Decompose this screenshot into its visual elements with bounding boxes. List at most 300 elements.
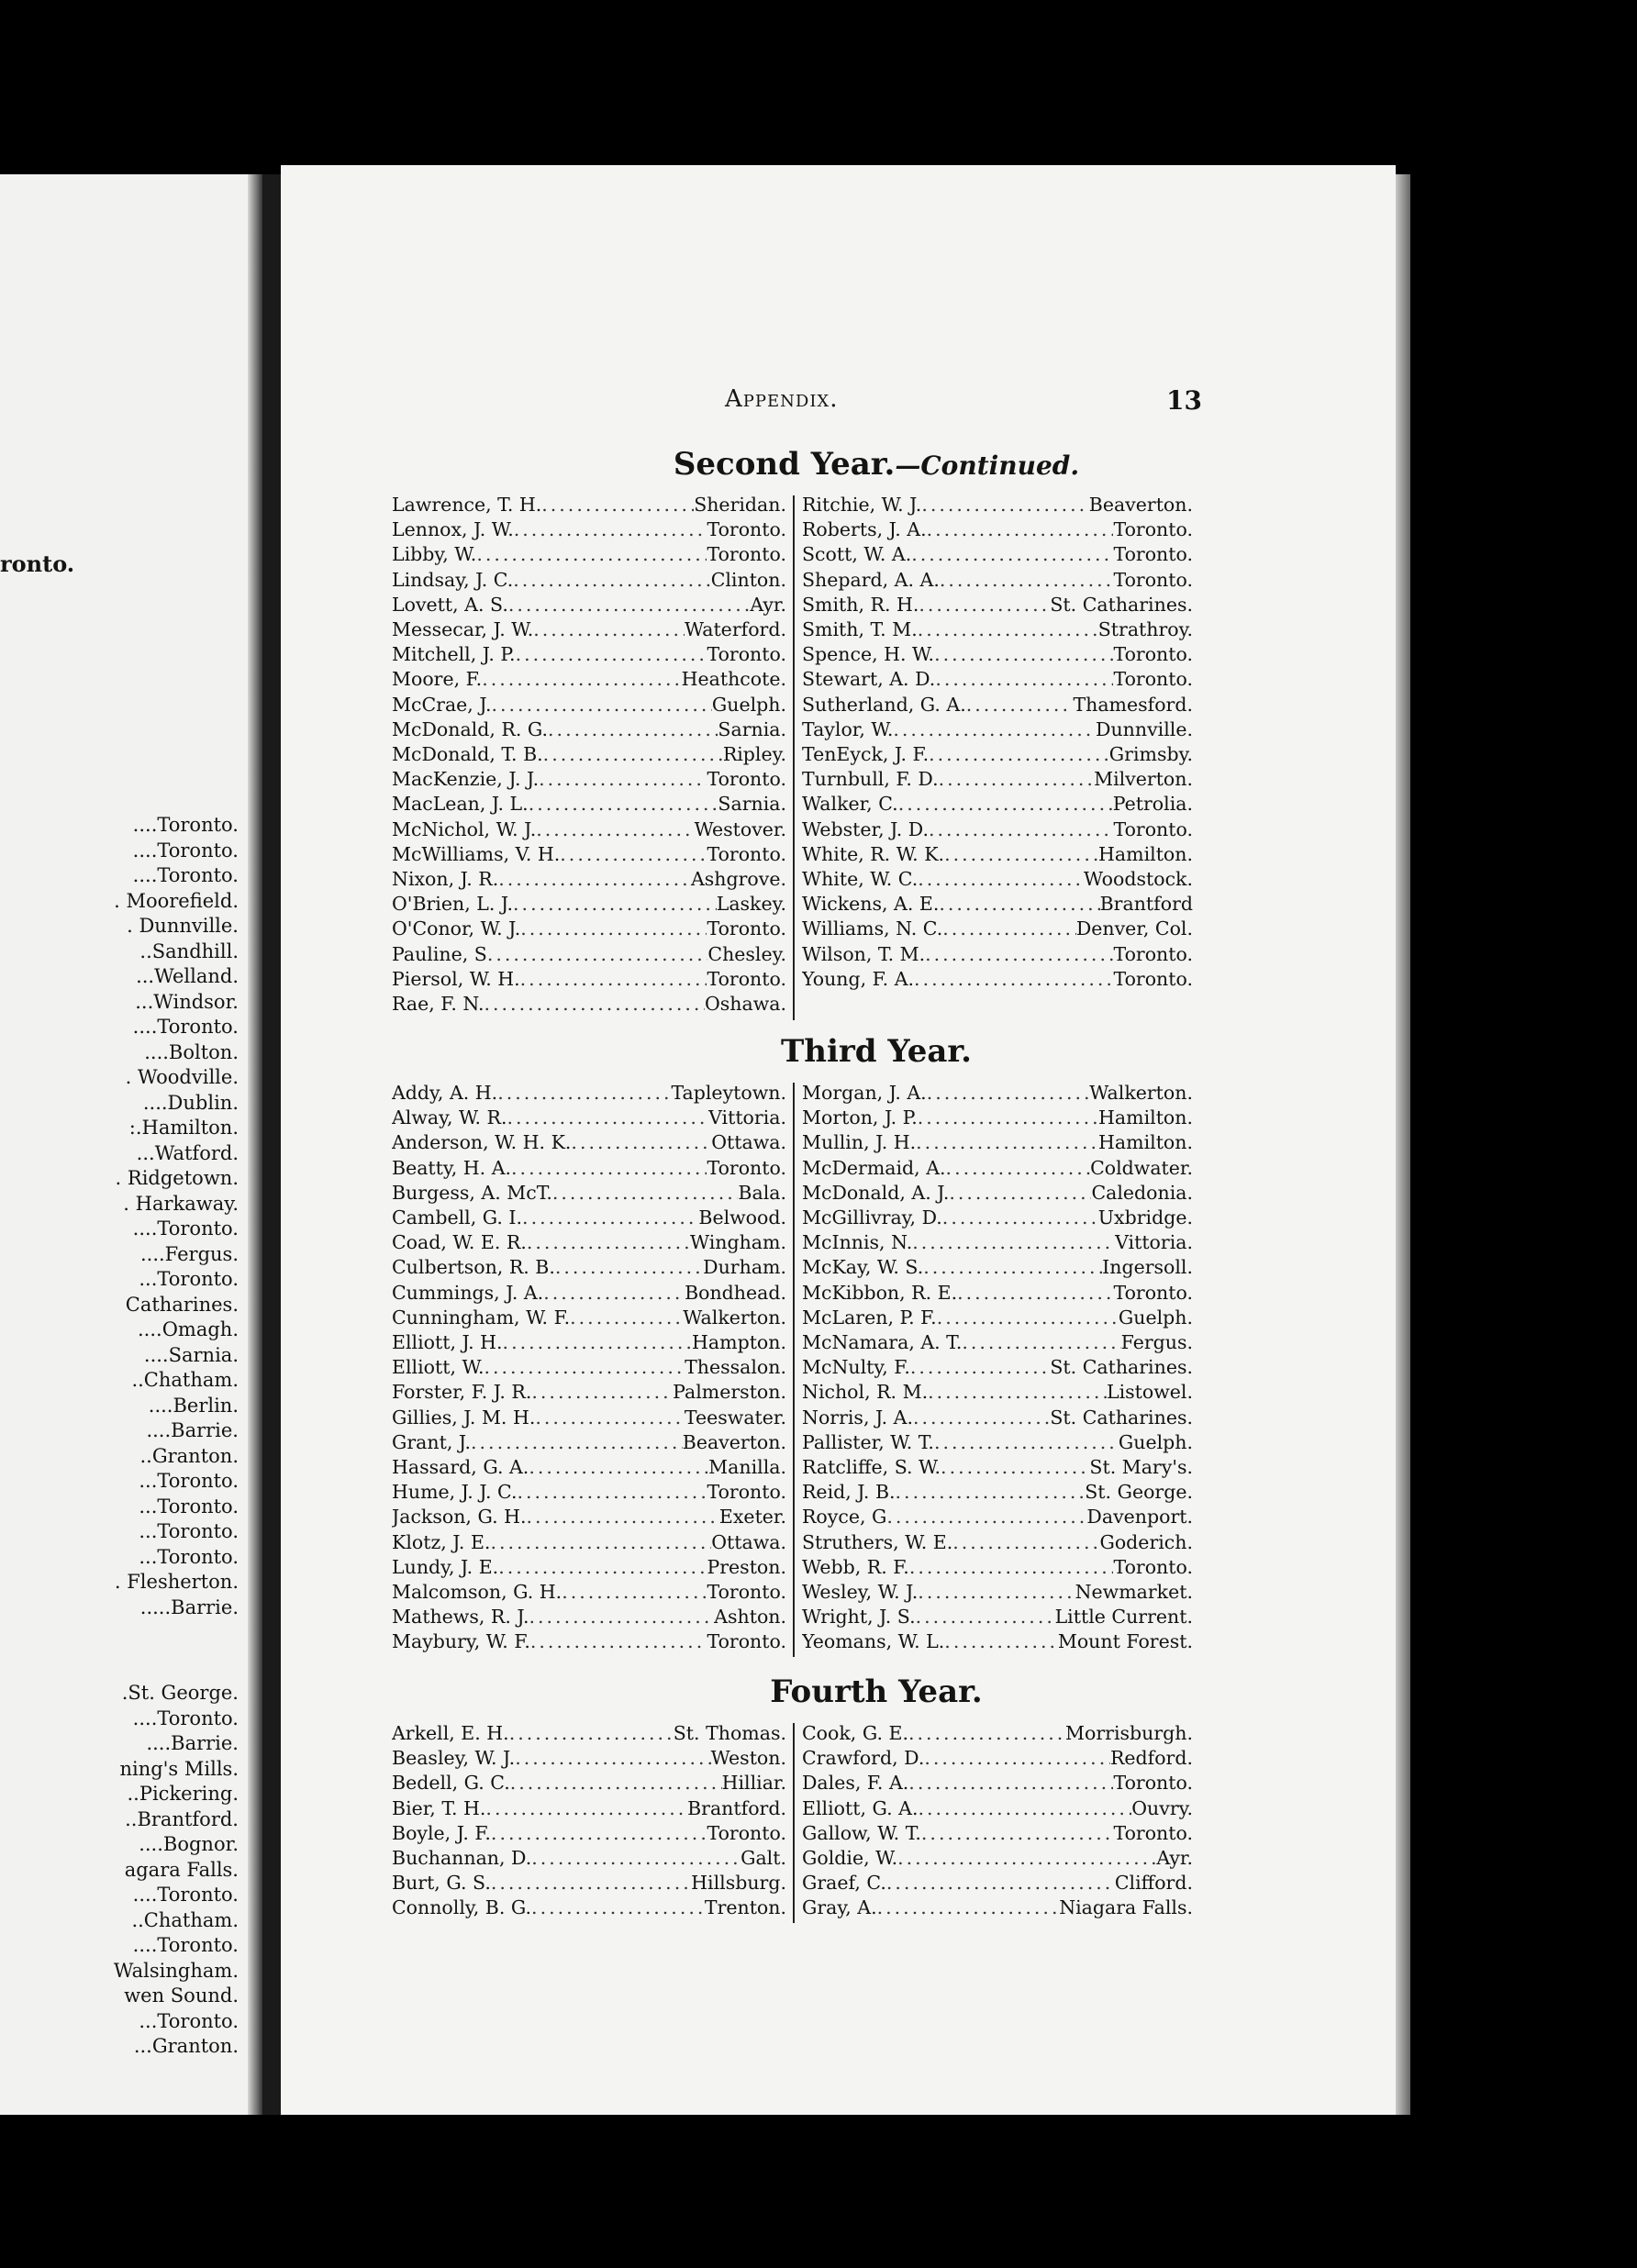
dot-leader [927, 1081, 1090, 1106]
entry-row [392, 1230, 786, 1255]
student-hometown: Toronto. [707, 1821, 786, 1844]
student-name: Jackson, G. H. [392, 1506, 527, 1529]
student-hometown: Guelph. [1118, 1430, 1193, 1453]
student-hometown: Uxbridge. [1097, 1206, 1193, 1229]
entry-row [392, 1430, 786, 1455]
dot-leader [562, 1580, 707, 1605]
student-hometown: Beaverton. [682, 1430, 786, 1453]
student-hometown: Toronto. [707, 1581, 786, 1604]
entry-row [802, 1555, 1193, 1580]
entry-row [392, 542, 786, 567]
student-name: Beatty, H. A. [392, 1156, 512, 1179]
dot-leader [513, 568, 710, 593]
dot-leader [934, 642, 1113, 667]
dot-leader [498, 1555, 707, 1580]
student-hometown: Ouvry. [1131, 1796, 1193, 1819]
student-name: Cambell, G. I. [392, 1206, 523, 1229]
dot-leader [929, 742, 1109, 767]
second-year-right-column [802, 493, 1193, 992]
student-hometown: Walkerton. [683, 1306, 786, 1329]
student-hometown: Toronto. [707, 643, 786, 666]
left-page-line: ....Toronto. [132, 1217, 239, 1240]
dot-leader [531, 1846, 741, 1871]
student-name: Culbertson, R. B. [392, 1256, 555, 1279]
left-page-line: . Ridgetown. [115, 1167, 239, 1189]
student-name: Hassard, G. A. [392, 1456, 529, 1479]
dot-leader [571, 1130, 711, 1155]
student-hometown: Hamilton. [1098, 1131, 1193, 1154]
dot-leader [908, 1721, 1065, 1746]
student-name: Smith, T. M. [802, 618, 918, 641]
student-hometown: Hamilton. [1098, 842, 1193, 865]
student-name: White, R. W. K. [802, 842, 945, 865]
student-name: Forster, F. J. R. [392, 1381, 532, 1404]
entry-row [392, 867, 786, 892]
student-name: Scott, W. A. [802, 543, 912, 566]
dot-leader [484, 1355, 685, 1380]
student-name: Lundy, J. E. [392, 1555, 499, 1578]
student-hometown: Petrolia. [1112, 793, 1193, 816]
entry-row [802, 742, 1193, 767]
entry-row [802, 1746, 1193, 1771]
entry-row [802, 1130, 1193, 1155]
student-hometown: Toronto. [1113, 817, 1193, 840]
dot-leader [909, 1555, 1114, 1580]
entry-row [392, 842, 786, 867]
entry-row [392, 617, 786, 642]
student-hometown: Oshawa. [704, 993, 786, 1016]
dot-leader [529, 792, 718, 817]
dot-leader [507, 1106, 709, 1130]
student-name: Lovett, A. S. [392, 593, 508, 616]
student-hometown: Walkerton. [1089, 1082, 1193, 1104]
entry-row [392, 717, 786, 742]
dot-leader [929, 817, 1113, 842]
dot-leader [491, 1821, 707, 1846]
left-page-line: Catharines. [125, 1293, 239, 1316]
student-name: McInnis, N. [802, 1231, 913, 1254]
entry-row [392, 1871, 786, 1896]
student-hometown: Belwood. [698, 1206, 786, 1229]
student-name: O'Conor, W. J. [392, 917, 521, 940]
student-name: McDermaid, A. [802, 1156, 946, 1179]
student-hometown: Trenton. [704, 1896, 786, 1919]
left-page-line: wen Sound. [124, 1984, 239, 2007]
entry-row [802, 942, 1193, 967]
entry-row [802, 1355, 1193, 1380]
dot-leader [912, 1230, 1115, 1255]
entry-row [392, 1206, 786, 1230]
student-hometown: Toronto. [1113, 1281, 1193, 1304]
dot-leader [530, 1629, 707, 1654]
student-hometown: Fergus. [1120, 1331, 1193, 1354]
dot-leader [962, 1330, 1120, 1355]
dot-leader [918, 867, 1084, 892]
student-hometown: Niagara Falls. [1059, 1896, 1193, 1919]
entry-row [802, 1406, 1193, 1430]
student-hometown: Laskey. [716, 893, 786, 916]
entry-row [392, 1771, 786, 1796]
entry-row [802, 1330, 1193, 1355]
left-page-line: ning's Mills. [119, 1757, 239, 1780]
section-title-text: Third Year. [780, 1033, 973, 1070]
entry-row [802, 1430, 1193, 1455]
entry-row [392, 1130, 786, 1155]
student-name: McLaren, P. F. [802, 1306, 937, 1329]
student-hometown: Redford. [1109, 1747, 1193, 1770]
left-page-list-bottom [114, 1681, 239, 2060]
student-name: Reid, J. B. [802, 1481, 896, 1504]
student-name: Lawrence, T. H. [392, 494, 542, 516]
student-hometown: Teeswater. [684, 1406, 786, 1429]
student-name: Gillies, J. M. H. [392, 1406, 536, 1429]
student-hometown: Goderich. [1099, 1530, 1193, 1553]
entry-row [802, 1181, 1193, 1206]
student-hometown: Exeter. [718, 1506, 786, 1529]
student-name: Williams, N. C. [802, 917, 943, 940]
student-name: MacLean, J. L. [392, 793, 529, 816]
student-name: Cook, G. E. [802, 1722, 908, 1744]
student-hometown: St. Catharines. [1050, 593, 1193, 616]
student-hometown: Clinton. [710, 568, 786, 591]
student-name: Rae, F. N. [392, 993, 484, 1016]
entry-row [392, 667, 786, 692]
student-hometown: Ripley. [722, 743, 786, 766]
dot-leader [913, 1406, 1050, 1430]
student-name: Klotz, J. E. [392, 1530, 491, 1553]
left-page-line: ....Toronto. [132, 839, 239, 862]
student-name: Hume, J. J. C. [392, 1481, 518, 1504]
left-page-line: . Woodville. [125, 1066, 239, 1088]
dot-leader [543, 1281, 685, 1306]
entry-row [392, 892, 786, 917]
student-hometown: Ottawa. [711, 1530, 786, 1553]
student-hometown: Toronto. [1113, 942, 1193, 965]
student-hometown: Toronto. [707, 1630, 786, 1653]
left-page-line: ..Sandhill. [139, 939, 239, 962]
student-hometown: Toronto. [1113, 643, 1193, 666]
entry-row [392, 1796, 786, 1821]
dot-leader [520, 967, 707, 992]
student-hometown: Toronto. [1113, 518, 1193, 541]
student-name: O'Brien, L. J. [392, 893, 514, 916]
section-title-fourth-year [390, 1673, 1363, 1710]
entry-row [392, 1721, 786, 1746]
entry-row [392, 1480, 786, 1505]
right-page-edge [1396, 174, 1410, 2115]
fourth-year-column-divider [793, 1723, 795, 1923]
left-page-line: ....Toronto. [132, 1934, 239, 1956]
second-year-left-column [392, 493, 786, 1017]
entry-row [392, 1530, 786, 1555]
student-name: McNulty, F. [802, 1356, 910, 1379]
dot-leader [916, 1130, 1098, 1155]
dot-leader [937, 1306, 1119, 1330]
student-hometown: St. Thomas. [673, 1722, 786, 1744]
student-name: Messecar, J. W. [392, 618, 534, 641]
student-hometown: Guelph. [1118, 1306, 1193, 1329]
entry-row [392, 1281, 786, 1306]
left-page-line: ....Toronto. [132, 864, 239, 886]
dot-leader [886, 1871, 1115, 1896]
book-spine-gap [262, 174, 281, 2115]
student-name: McWilliams, V. H. [392, 842, 561, 865]
left-page-line: . Moorefield. [114, 889, 239, 912]
student-name: Norris, J. A. [802, 1406, 913, 1429]
dot-leader [510, 1771, 722, 1796]
entry-row [802, 1629, 1193, 1654]
entry-row [802, 792, 1193, 817]
student-hometown: Clifford. [1114, 1872, 1193, 1895]
student-hometown: Hilliar. [721, 1772, 786, 1795]
left-page-line: ...Toronto. [139, 1268, 239, 1290]
left-page-line: ...Toronto. [139, 1545, 239, 1568]
entry-row [802, 593, 1193, 617]
student-name: Lennox, J. W. [392, 518, 514, 541]
dot-leader [941, 1455, 1089, 1480]
left-page-line: ....Sarnia. [143, 1343, 239, 1366]
student-hometown: Listowel. [1106, 1381, 1193, 1404]
dot-leader [957, 1281, 1113, 1306]
student-hometown: Milverton. [1094, 768, 1193, 791]
entry-row [392, 493, 786, 517]
entry-row [392, 1455, 786, 1480]
section-title-text: Second Year. [673, 446, 896, 483]
student-hometown: Sheridan. [694, 494, 786, 516]
dot-leader [503, 1330, 692, 1355]
dot-leader [555, 1255, 703, 1280]
student-hometown: Palmerston. [673, 1381, 786, 1404]
student-name: Roberts, J. A. [802, 518, 927, 541]
student-name: Walker, C. [802, 793, 898, 816]
student-name: Elliott, W. [392, 1356, 484, 1379]
student-name: McNichol, W. J. [392, 817, 537, 840]
dot-leader [491, 1871, 691, 1896]
running-head: Appendix. [725, 385, 839, 413]
entry-row [802, 1605, 1193, 1629]
dot-leader [952, 1530, 1099, 1555]
dot-leader [918, 1796, 1131, 1821]
dot-leader [515, 1746, 710, 1771]
student-hometown: Vittoria. [708, 1106, 786, 1129]
entry-row [392, 1380, 786, 1405]
left-page-line: ....Barrie. [146, 1732, 239, 1754]
page-header [725, 385, 1202, 422]
dot-leader [484, 992, 705, 1017]
student-hometown: Toronto. [707, 917, 786, 940]
student-name: McKay, W. S. [802, 1256, 924, 1279]
student-hometown: Toronto. [707, 1156, 786, 1179]
dot-leader [896, 1480, 1086, 1505]
student-name: Turnbull, F. D. [802, 768, 939, 791]
student-hometown: Ashton. [714, 1606, 786, 1629]
student-name: Nichol, R. M. [802, 1381, 929, 1404]
dot-leader [918, 1580, 1075, 1605]
left-page-line: ..Granton. [139, 1444, 239, 1467]
student-name: Graef, C. [802, 1872, 886, 1895]
dot-leader [944, 1629, 1058, 1654]
dot-leader [535, 1406, 685, 1430]
left-page-line: ..Pickering. [127, 1783, 239, 1805]
entry-row [392, 1555, 786, 1580]
left-page-line: ....Dublin. [142, 1091, 239, 1114]
student-name: Wilson, T. M. [802, 942, 926, 965]
entry-row [392, 1896, 786, 1920]
left-page-line: ....Bolton. [144, 1040, 239, 1063]
student-name: Boyle, J. F. [392, 1821, 491, 1844]
entry-row [802, 1255, 1193, 1280]
student-hometown: Hillsburg. [691, 1872, 786, 1895]
entry-row [802, 917, 1193, 941]
dot-leader [533, 617, 685, 642]
student-name: Spence, H. W. [802, 643, 935, 666]
entry-row [802, 1721, 1193, 1746]
student-name: Wesley, W. J. [802, 1581, 919, 1604]
dot-leader [548, 717, 718, 742]
student-name: McDonald, T. B. [392, 743, 543, 766]
dot-leader [520, 917, 707, 941]
entry-row [392, 693, 786, 717]
left-page-line: ....Berlin. [148, 1394, 239, 1417]
left-page-line: ....Barrie. [146, 1419, 239, 1441]
student-name: Connolly, B. G. [392, 1896, 532, 1919]
student-name: Yeomans, W. L. [802, 1630, 945, 1653]
student-name: Webster, J. D. [802, 817, 930, 840]
dot-leader [539, 767, 707, 792]
dot-leader [476, 542, 707, 567]
student-name: Smith, R. H. [802, 593, 919, 616]
dot-leader [966, 693, 1074, 717]
entry-row [392, 817, 786, 842]
student-hometown: Sarnia. [718, 717, 786, 740]
dot-leader [886, 1505, 1086, 1529]
student-name: Pauline, S [392, 942, 487, 965]
dot-leader [916, 1605, 1055, 1629]
left-page-line: ...Welland. [136, 965, 239, 987]
dot-leader [541, 493, 694, 517]
entry-row [392, 1181, 786, 1206]
dot-leader [513, 892, 717, 917]
dot-leader [940, 568, 1114, 593]
student-name: Taylor, W. [802, 717, 894, 740]
section-title-text: Fourth Year. [770, 1673, 983, 1710]
student-hometown: Sarnia. [718, 793, 786, 816]
entry-row [392, 1505, 786, 1529]
student-name: Coad, W. E. R. [392, 1231, 527, 1254]
entry-row [802, 1480, 1193, 1505]
student-name: Morgan, J. A. [802, 1082, 927, 1104]
dot-leader [536, 817, 694, 842]
student-hometown: St. Catharines. [1050, 1356, 1193, 1379]
left-page-gutter [248, 174, 262, 2115]
student-hometown: Tapleytown. [671, 1082, 786, 1104]
dot-leader [527, 1230, 690, 1255]
student-hometown: Toronto. [1113, 967, 1193, 990]
entry-row [802, 1106, 1193, 1130]
dot-leader [497, 1081, 671, 1106]
dot-leader [517, 1480, 707, 1505]
student-hometown: Preston. [707, 1555, 786, 1578]
student-hometown: Morrisburgh. [1065, 1722, 1193, 1744]
entry-row [802, 1530, 1193, 1555]
student-name: Wright, J. S. [802, 1606, 916, 1629]
entry-row [802, 1230, 1193, 1255]
left-page-line: .....Barrie. [139, 1595, 239, 1618]
dot-leader [511, 1156, 707, 1181]
dot-leader [529, 1605, 715, 1629]
student-hometown: Dunnville. [1096, 717, 1193, 740]
student-name: Gallow, W. T. [802, 1821, 921, 1844]
dot-leader [522, 1206, 698, 1230]
entry-row [392, 1406, 786, 1430]
dot-leader [560, 842, 707, 867]
student-hometown: Toronto. [1113, 1555, 1193, 1578]
student-hometown: Ingersoll. [1102, 1256, 1193, 1279]
entry-row [392, 1081, 786, 1106]
student-hometown: Little Current. [1054, 1606, 1193, 1629]
student-hometown: Bala. [738, 1181, 786, 1204]
left-page-line: .St. George. [121, 1682, 239, 1704]
left-page-line: ...Toronto. [139, 1520, 239, 1542]
student-hometown: Vittoria. [1115, 1231, 1193, 1254]
student-hometown: St. Mary's. [1089, 1456, 1193, 1479]
student-name: Goldie, W. [802, 1847, 898, 1870]
dot-leader [527, 1505, 719, 1529]
dot-leader [910, 1355, 1051, 1380]
student-hometown: Weston. [710, 1747, 786, 1770]
student-name: Royce, G [802, 1506, 887, 1529]
entry-row [802, 1821, 1193, 1846]
student-hometown: Toronto. [1113, 543, 1193, 566]
student-name: Wickens, A. E. [802, 893, 940, 916]
entry-row [802, 892, 1193, 917]
dot-leader [949, 1181, 1091, 1206]
student-name: Bedell, G. C. [392, 1772, 510, 1795]
student-name: Ratcliffe, S. W. [802, 1456, 941, 1479]
entry-row [802, 867, 1193, 892]
left-page-line: :.Hamilton. [128, 1117, 239, 1139]
student-hometown: Woodstock. [1083, 868, 1193, 891]
dot-leader [934, 1430, 1119, 1455]
entry-row [392, 568, 786, 593]
student-name: Ritchie, W. J. [802, 494, 922, 516]
entry-row [392, 1106, 786, 1130]
entry-row [392, 1846, 786, 1871]
left-page-line: ....Omagh. [138, 1318, 239, 1340]
entry-row [392, 1156, 786, 1181]
student-name: Mathews, R. J. [392, 1606, 529, 1629]
dot-leader [482, 667, 681, 692]
student-name: Mitchell, J. P. [392, 643, 516, 666]
student-hometown: Hamilton. [1098, 1106, 1193, 1129]
student-name: White, W. C. [802, 868, 919, 891]
student-hometown: Toronto. [707, 1481, 786, 1504]
entry-row [392, 517, 786, 542]
student-name: Cummings, J. A. [392, 1281, 544, 1304]
student-hometown: Strathroy. [1097, 618, 1193, 641]
entry-row [802, 1896, 1193, 1920]
entry-row [802, 767, 1193, 792]
student-hometown: Caledonia. [1091, 1181, 1193, 1204]
student-hometown: Brantford. [687, 1796, 786, 1819]
student-hometown: Toronto. [1113, 668, 1193, 691]
student-hometown: Toronto. [707, 768, 786, 791]
dot-leader [921, 1821, 1114, 1846]
left-page-line: . Flesherton. [114, 1571, 239, 1593]
dot-leader [514, 517, 707, 542]
student-name: Arkell, E. H. [392, 1722, 509, 1744]
entry-row [802, 967, 1193, 992]
